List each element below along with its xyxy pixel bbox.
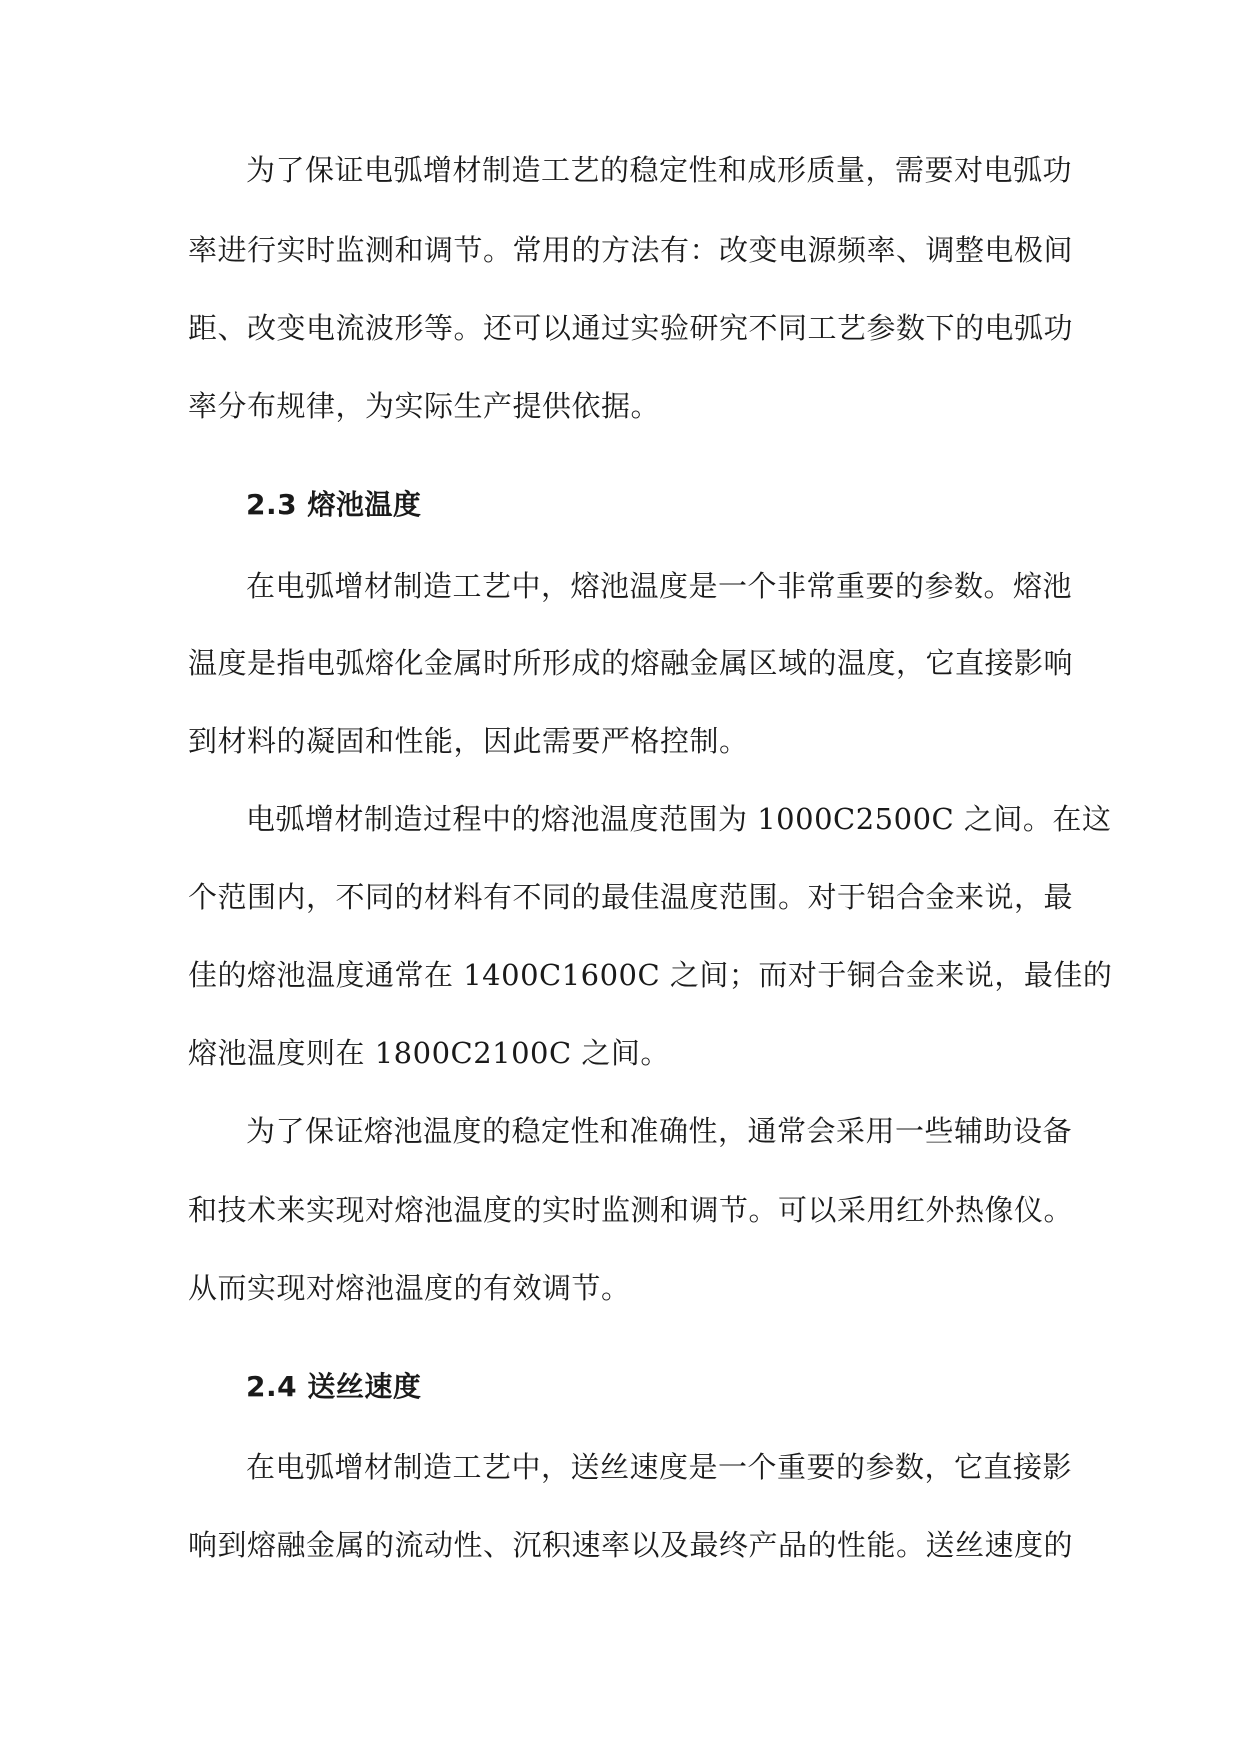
section-heading: 2.3 熔池温度 bbox=[246, 488, 422, 521]
paragraph-line: 电弧增材制造过程中的熔池温度范围为 1000C2500C 之间。在这 bbox=[246, 802, 1112, 836]
paragraph-line: 率分布规律，为实际生产提供依据。 bbox=[188, 389, 661, 423]
paragraph-line: 熔池温度则在 1800C2100C 之间。 bbox=[188, 1036, 670, 1070]
paragraph-line: 距、改变电流波形等。还可以通过实验研究不同工艺参数下的电弧功 bbox=[188, 311, 1074, 345]
paragraph-line: 在电弧增材制造工艺中，送丝速度是一个重要的参数，它直接影 bbox=[246, 1450, 1073, 1484]
paragraph-line: 到材料的凝固和性能，因此需要严格控制。 bbox=[188, 724, 749, 758]
paragraph-line: 率进行实时监测和调节。常用的方法有：改变电源频率、调整电极间 bbox=[188, 233, 1074, 267]
paragraph-line: 在电弧增材制造工艺中，熔池温度是一个非常重要的参数。熔池 bbox=[246, 569, 1073, 603]
section-heading: 2.4 送丝速度 bbox=[246, 1370, 422, 1403]
paragraph-line: 为了保证熔池温度的稳定性和准确性，通常会采用一些辅助设备 bbox=[246, 1114, 1073, 1148]
paragraph-line: 个范围内，不同的材料有不同的最佳温度范围。对于铝合金来说，最 bbox=[188, 880, 1074, 914]
paragraph-line: 为了保证电弧增材制造工艺的稳定性和成形质量，需要对电弧功 bbox=[246, 153, 1073, 187]
paragraph-line: 响到熔融金属的流动性、沉积速率以及最终产品的性能。送丝速度的 bbox=[188, 1528, 1074, 1562]
paragraph-line: 从而实现对熔池温度的有效调节。 bbox=[188, 1271, 631, 1305]
paragraph-line: 温度是指电弧熔化金属时所形成的熔融金属区域的温度，它直接影响 bbox=[188, 646, 1074, 680]
paragraph-line: 佳的熔池温度通常在 1400C1600C 之间；而对于铜合金来说，最佳的 bbox=[188, 958, 1113, 992]
paragraph-line: 和技术来实现对熔池温度的实时监测和调节。可以采用红外热像仪。 bbox=[188, 1193, 1074, 1227]
